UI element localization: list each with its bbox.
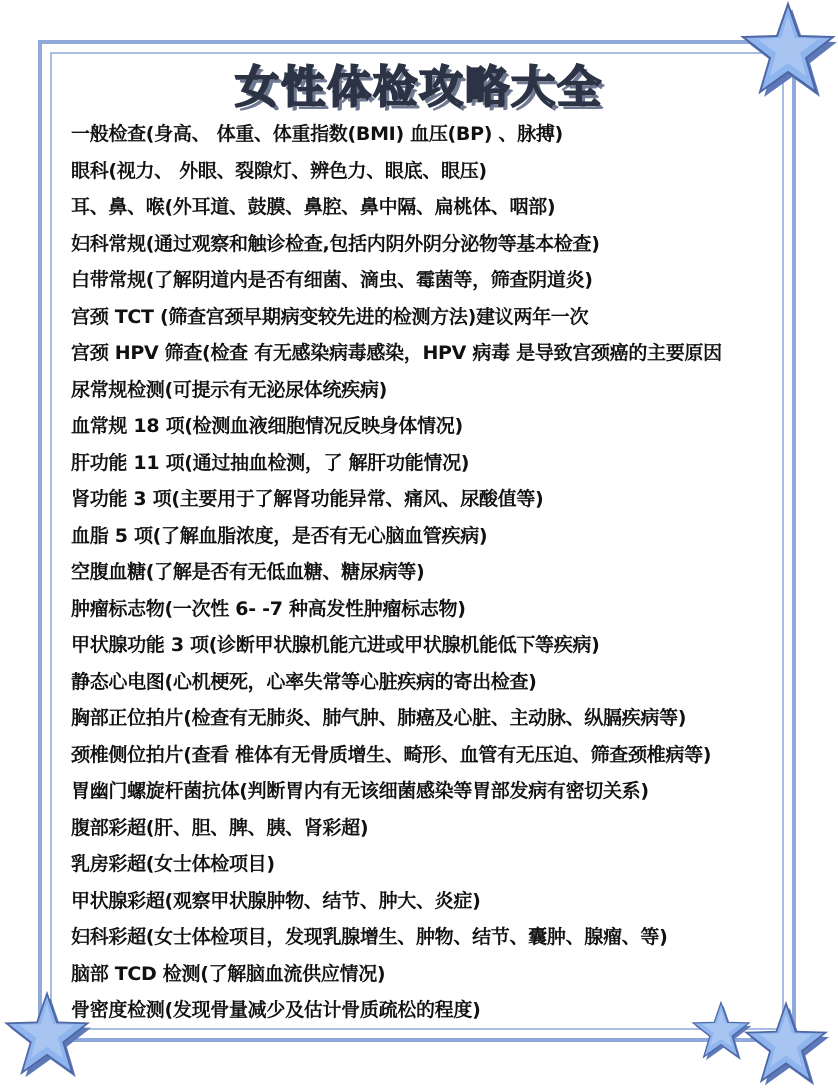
- list-item: 肿瘤标志物(一次性 6- -7 种高发性肿瘤标志物): [71, 597, 466, 620]
- list-item: 耳、鼻、喉(外耳道、鼓膜、鼻腔、鼻中隔、扁桃体、咽部): [71, 196, 556, 218]
- list-item: 宫颈 TCT (筛查宫颈早期病变较先进的检测方法)建议两年一次: [71, 305, 589, 328]
- list-item: 妇科常规(通过观察和触诊检查,包括内阴外阴分泌物等基本检查): [71, 232, 600, 255]
- list-item: 乳房彩超(女士体检项目): [71, 853, 275, 875]
- list-item: 胃幽门螺旋杆菌抗体(判断胃内有无该细菌感染等胃部发病有密切关系): [71, 780, 649, 802]
- list-item: 胸部正位拍片(检查有无肺炎、肺气肿、肺癌及心脏、主动脉、纵膈疾病等): [71, 707, 687, 729]
- list-item: 颈椎侧位拍片(查看 椎体有无骨质增生、畸形、血管有无压迫、筛查颈椎病等): [71, 743, 712, 766]
- list-item: 腹部彩超(肝、胆、脾、胰、肾彩超): [71, 816, 369, 839]
- checkup-item-list: [71, 116, 722, 1029]
- list-item: 甲状腺彩超(观察甲状腺肿物、结节、肿大、炎症): [71, 889, 481, 912]
- list-item: 眼科(视力、 外眼、裂隙灯、辨色力、眼底、眼压): [71, 159, 487, 182]
- list-item: 甲状腺功能 3 项(诊断甲状腺机能亢进或甲状腺机能低下等疾病): [71, 634, 600, 656]
- list-item: 肝功能 11 项(通过抽血检测，了 解肝功能情况): [71, 451, 470, 474]
- list-item: 宫颈 HPV 筛查(检查 有无感染病毒感染，HPV 病毒 是导致宫颈癌的主要原因: [71, 342, 722, 364]
- list-item: 脑部 TCD 检测(了解脑血流供应情况): [71, 962, 386, 985]
- star-icon-bottom-right-large: [742, 1000, 830, 1088]
- list-item: 妇科彩超(女士体检项目，发现乳腺增生、肿物、结节、囊肿、腺瘤、等): [71, 926, 668, 948]
- list-item: 血脂 5 项(了解血脂浓度，是否有无心脑血管疾病): [71, 524, 488, 547]
- list-item: 静态心电图(心机梗死，心率失常等心脏疾病的寄出检查): [71, 670, 537, 693]
- list-item: 一般检查(身高、 体重、体重指数(BMI) 血压(BP) 、脉搏): [71, 123, 563, 145]
- list-item: 肾功能 3 项(主要用于了解肾功能异常、痛风、尿酸值等): [71, 488, 544, 510]
- page-title: 女性体检攻略大全: [235, 62, 603, 113]
- list-item: 骨密度检测(发现骨量减少及估计骨质疏松的程度): [71, 999, 481, 1021]
- list-item: 血常规 18 项(检测血液细胞情况反映身体情况): [71, 415, 463, 437]
- list-item: 白带常规(了解阴道内是否有细菌、滴虫、霉菌等，筛查阴道炎): [71, 269, 593, 291]
- list-item: 空腹血糖(了解是否有无低血糖、糖尿病等): [71, 561, 425, 583]
- list-item: 尿常规检测(可提示有无泌尿体统疾病): [71, 378, 387, 401]
